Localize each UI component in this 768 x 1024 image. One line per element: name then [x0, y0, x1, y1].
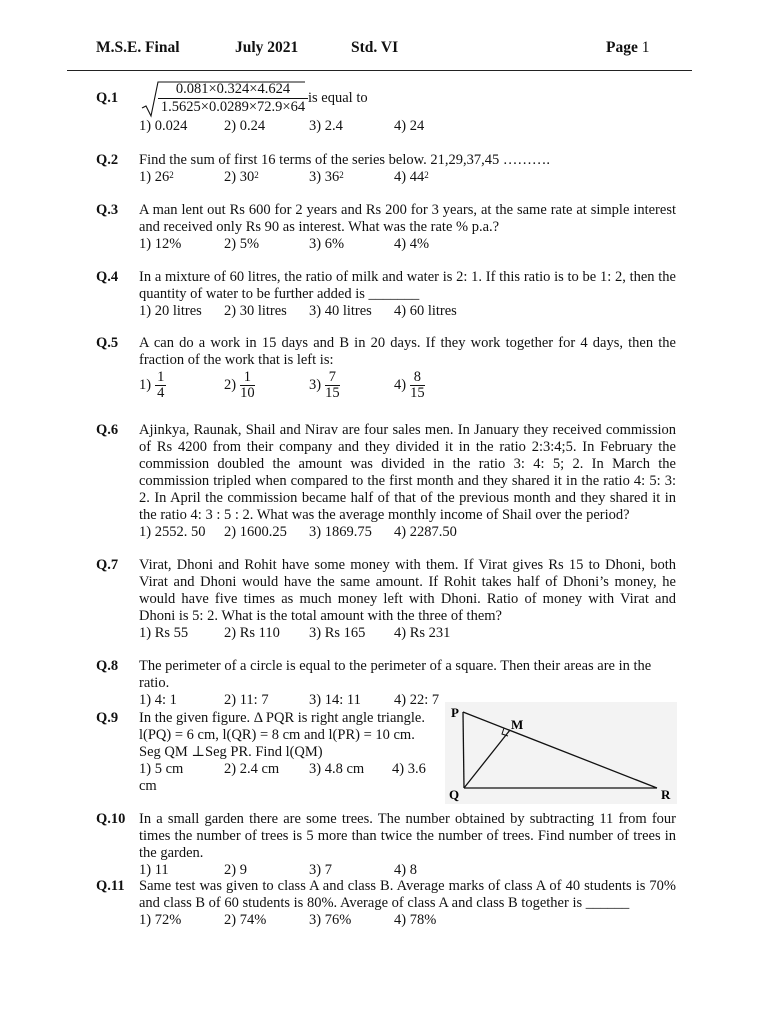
option-1: 1) 72% [139, 912, 182, 928]
option-3: 3) 14: 11 [309, 692, 361, 708]
question-6 [96, 422, 676, 541]
option-4-unit: cm [139, 778, 157, 794]
option-3: 3) 40 litres [309, 303, 372, 319]
option-3: 3) $36^2$ [309, 169, 344, 185]
triangle-pqr-figure [445, 702, 677, 804]
option-1: 1) 12% [139, 236, 182, 252]
option-3: 3) 7 [309, 862, 332, 878]
question-11 [96, 878, 676, 929]
option-4: 4) 78% [394, 912, 437, 928]
option-3: 3) Rs 165 [309, 625, 366, 641]
question-number: Q.10 [96, 811, 126, 827]
option-4: 4) Rs 231 [394, 625, 451, 641]
question-text: Ajinkya, Raunak, Shail and Nirav are four sales men. In January they received commission of Rs 4200 from their company and they divided it in the ratio 2:3:4;5. In February the commission doubled the amount was divided in the ratio 3: 4: 5; 2. In March the commission tripled when compared to the first month and they shared it in the ratio 4: 5: 3: 2. In April the commission became half of that of the previous month and they shared it in the ratio 4: 3 : 5 : 2. What was the average monthly income of Shail over the period? [139, 422, 676, 523]
option-4: 4) 2287.50 [394, 524, 457, 540]
option-3: 3) 1869.75 [309, 524, 372, 540]
question-number: Q.2 [96, 152, 119, 168]
option-4: 4) $44^2$ [394, 169, 429, 185]
option-4: 4) 8 [394, 862, 417, 878]
standard: Std. VI [351, 39, 399, 56]
option-2: 2) 74% [224, 912, 267, 928]
option-1: 1) 11 [139, 862, 169, 878]
option-2: 2) $\frac{1}{10}$ [224, 369, 255, 401]
question-7 [96, 557, 676, 642]
vertex-p-label: P [451, 705, 459, 720]
header-rule [67, 70, 692, 71]
option-1: 1) $26^2$ [139, 169, 174, 185]
question-4 [96, 269, 676, 320]
option-4: 4) 60 litres [394, 303, 457, 319]
question-text: Same test was given to class A and class B. Average marks of class A of 40 students is 70% and class B of 60 students is 80%. Average of class A and class B together is ______ [139, 878, 676, 911]
question-number: Q.7 [96, 557, 119, 573]
question-number: Q.6 [96, 422, 119, 438]
question-number: Q.9 [96, 710, 119, 726]
question-text: Find the sum of first 16 terms of the series below. 21,29,37,45 ………. [139, 152, 551, 168]
question-1 [96, 80, 676, 135]
option-1: 1) 0.024 [139, 118, 188, 134]
option-3: 3) $\frac{7}{15}$ [309, 369, 340, 401]
page-indicator [606, 39, 649, 57]
option-3: 3) 4.8 cm [309, 761, 365, 777]
option-3: 3) 6% [309, 236, 345, 252]
vertex-m-label: M [511, 717, 524, 732]
question-text: Virat, Dhoni and Rohit have some money with them. If Virat gives Rs 15 to Dhoni, both Virat and Dhoni would have the same amount. If Rohit takes half of Dhoni’s money, he would have five times as much money left with Dhoni. Ratio of money with Virat and Dhoni is 5: 2. What is the total amount with the three of them? [139, 557, 676, 624]
question-number: Q.8 [96, 658, 119, 674]
option-2: 2) 1600.25 [224, 524, 287, 540]
option-2: 2) 5% [224, 236, 260, 252]
question-text: A man lent out Rs 600 for 2 years and Rs 200 for 3 years, at the same rate at simple interest and received only Rs 90 as interest. What was the rate % p.a.? [139, 202, 676, 235]
question-number: Q.11 [96, 878, 125, 894]
question-text: In a mixture of 60 litres, the ratio of milk and water is 2: 1. If this ratio is to be 1: 2, then the quantity of water to be further added is _______ [139, 269, 676, 302]
option-2: 2) 9 [224, 862, 247, 878]
question-number: Q.1 [96, 90, 119, 106]
option-1: 1) $\frac{1}{4}$ [139, 369, 165, 401]
option-1: 1) 5 cm [139, 761, 184, 777]
question-number: Q.4 [96, 269, 119, 285]
question-text: In a small garden there are some trees. The number obtained by subtracting 11 from four times the number of trees is 5 more than twice the number of trees. Find number of trees in the garden. [139, 811, 676, 861]
option-4: 4) 22: 7 [394, 692, 440, 708]
page-number: 1 [641, 39, 650, 56]
option-2: 2) 30 litres [224, 303, 287, 319]
option-4: 4) $\frac{8}{15}$ [394, 369, 425, 401]
question-number: Q.3 [96, 202, 119, 218]
option-1: 1) 20 litres [139, 303, 202, 319]
option-2: 2) $30^2$ [224, 169, 259, 185]
question-text-line-1: In the given figure. Δ PQR is right angle triangle. [139, 710, 425, 726]
vertex-r-label: R [661, 787, 671, 802]
option-2: 2) 0.24 [224, 118, 266, 134]
fraction-numerator: 0.081×0.324×4.624 [158, 80, 308, 99]
question-text: The perimeter of a circle is equal to the perimeter of a square. Then their areas are in the ratio. [139, 658, 652, 691]
question-text-line-2: l(PQ) = 6 cm, l(QR) = 8 cm and l(PR) = 10 cm. [139, 727, 415, 743]
option-1: 1) 4: 1 [139, 692, 177, 708]
question-3 [96, 202, 676, 253]
vertex-q-label: Q [449, 787, 460, 802]
question-5 [96, 335, 676, 406]
question-text: is equal to [308, 90, 368, 106]
question-10 [96, 811, 676, 879]
option-4: 4) 3.6 [392, 761, 426, 777]
question-2 [96, 152, 676, 186]
option-4: 4) 24 [394, 118, 425, 134]
option-3: 3) 2.4 [309, 118, 343, 134]
option-2: 2) 2.4 cm [224, 761, 280, 777]
option-1: 1) 2552. 50 [139, 524, 206, 540]
fraction-denominator: 1.5625×0.0289×72.9×64 [160, 99, 306, 115]
question-9 [96, 710, 436, 795]
exam-name: M.S.E. Final [96, 39, 180, 56]
question-text: A can do a work in 15 days and B in 20 days. If they work together for 4 days, then the fraction of the work that is left is: [139, 335, 676, 368]
option-4: 4) 4% [394, 236, 430, 252]
option-1: 1) Rs 55 [139, 625, 189, 641]
option-2: 2) Rs 110 [224, 625, 280, 641]
question-text-line-3: Seg QM ⊥Seg PR. Find l(QM) [139, 744, 323, 760]
page-label: Page [606, 39, 638, 56]
question-number: Q.5 [96, 335, 119, 351]
exam-month: July 2021 [235, 39, 299, 56]
option-3: 3) 76% [309, 912, 352, 928]
option-2: 2) 11: 7 [224, 692, 269, 708]
